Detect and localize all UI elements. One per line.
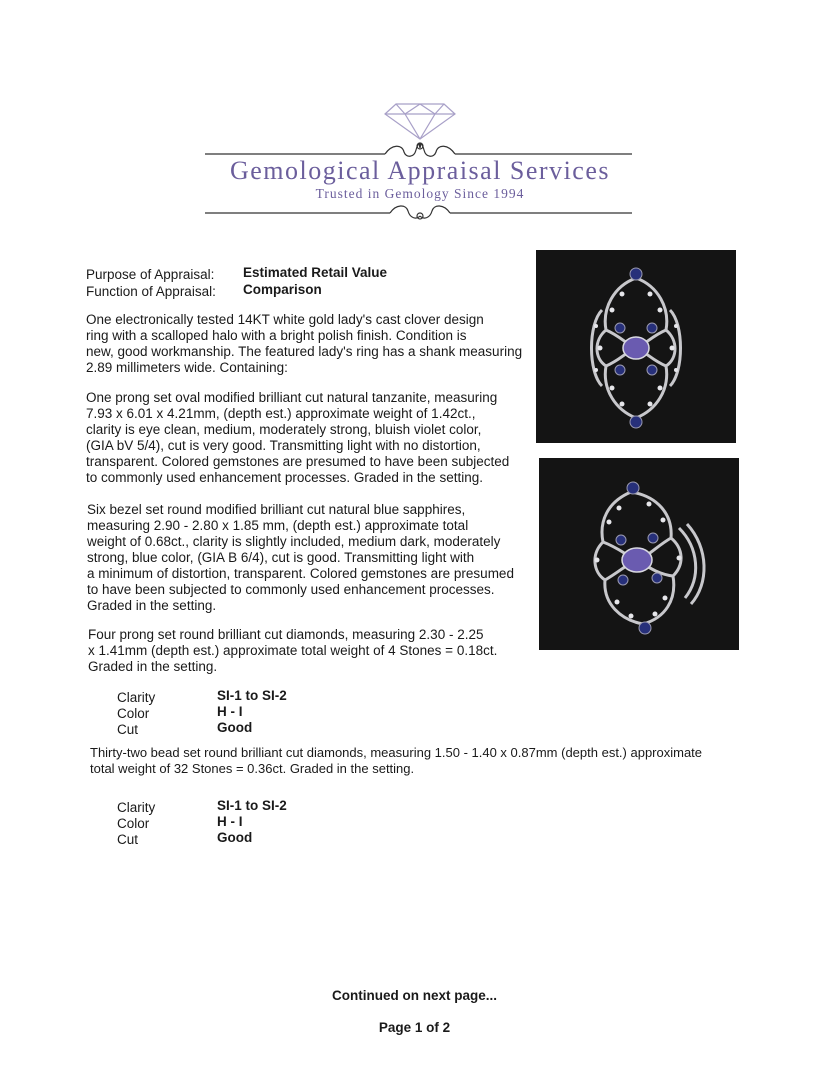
text-line: Thirty-two bead set round brilliant cut diamonds, measuring 1.50 - 1.40 x 0.87mm (depth est.) approximate	[90, 745, 703, 760]
clarity-label: Clarity	[117, 690, 156, 705]
tanzanite-description	[86, 390, 509, 486]
bottom-flourish	[205, 206, 632, 219]
text-line: Six bezel set round modified brilliant cut natural blue sapphires,	[87, 502, 466, 517]
cut-value: Good	[217, 830, 253, 845]
purpose-value: Estimated Retail Value	[243, 265, 388, 280]
company-logo	[200, 84, 640, 234]
function-value: Comparison	[243, 282, 322, 297]
text-line: 7.93 x 6.01 x 4.21mm, (depth est.) approximate weight of 1.42ct.,	[86, 406, 476, 421]
color-value: H - I	[217, 704, 243, 719]
sapphires-description	[87, 502, 514, 614]
thirty-two-diamonds-description	[90, 745, 702, 777]
ring-top-view-icon	[536, 250, 736, 443]
ring-description	[86, 312, 522, 376]
text-line: measuring 2.90 - 2.80 x 1.85 mm, (depth est.) approximate total	[87, 518, 469, 533]
cut-label: Cut	[117, 722, 139, 737]
ring-photo-angle	[539, 458, 739, 650]
text-line: a minimum of distortion, transparent. Colored gemstones are presumed	[87, 566, 514, 581]
cut-label: Cut	[117, 832, 139, 847]
text-line: to have been subjected to commonly used enhancement processes.	[87, 582, 495, 597]
top-flourish	[205, 143, 632, 156]
text-line: ring with a scalloped halo with a bright polish finish. Condition is	[86, 328, 467, 343]
ring-angled-view-icon	[539, 458, 739, 650]
continued-note: Continued on next page...	[332, 988, 497, 1003]
cut-value: Good	[217, 720, 253, 735]
text-line: 2.89 millimeters wide. Containing:	[86, 360, 288, 375]
text-line: clarity is eye clean, medium, moderately strong, bluish violet color,	[86, 422, 482, 437]
function-label: Function of Appraisal:	[86, 284, 216, 299]
diamond-icon	[385, 104, 455, 139]
text-line: to commonly used enhancement processes. Graded in the setting.	[86, 470, 483, 485]
color-value: H - I	[217, 814, 243, 829]
four-diamonds-grades	[117, 690, 337, 740]
text-line: transparent. Colored gemstones are presumed to have been subjected	[86, 454, 510, 469]
text-line: One electronically tested 14KT white gold lady's cast clover design	[86, 312, 484, 327]
text-line: new, good workmanship. The featured lady's ring has a shank measuring	[86, 344, 523, 359]
text-line: total weight of 32 Stones = 0.36ct. Graded in the setting.	[90, 761, 415, 776]
text-line: Four prong set round brilliant cut diamonds, measuring 2.30 - 2.25	[88, 627, 484, 642]
thirty-two-diamonds-grades	[117, 800, 337, 850]
ring-photo-top	[536, 250, 736, 443]
text-line: (GIA bV 5/4), cut is very good. Transmitting light with no distortion,	[86, 438, 481, 453]
text-line: One prong set oval modified brilliant cut natural tanzanite, measuring	[86, 390, 498, 405]
four-diamonds-description	[88, 627, 497, 675]
color-label: Color	[117, 816, 150, 831]
text-line: weight of 0.68ct., clarity is slightly included, medium dark, moderately	[87, 534, 501, 549]
clarity-value: SI-1 to SI-2	[217, 688, 287, 703]
text-line: strong, blue color, (GIA B 6/4), cut is good. Transmitting light with	[87, 550, 475, 565]
text-line: Graded in the setting.	[88, 659, 218, 674]
text-line: x 1.41mm (depth est.) approximate total weight of 4 Stones = 0.18ct.	[88, 643, 498, 658]
purpose-label: Purpose of Appraisal:	[86, 267, 215, 282]
text-line: Graded in the setting.	[87, 598, 217, 613]
company-tagline: Trusted in Gemology Since 1994	[315, 186, 525, 201]
page-number: Page 1 of 2	[378, 1020, 451, 1035]
clarity-value: SI-1 to SI-2	[217, 798, 287, 813]
company-name: Gemological Appraisal Services	[229, 156, 611, 185]
clarity-label: Clarity	[117, 800, 156, 815]
color-label: Color	[117, 706, 150, 721]
